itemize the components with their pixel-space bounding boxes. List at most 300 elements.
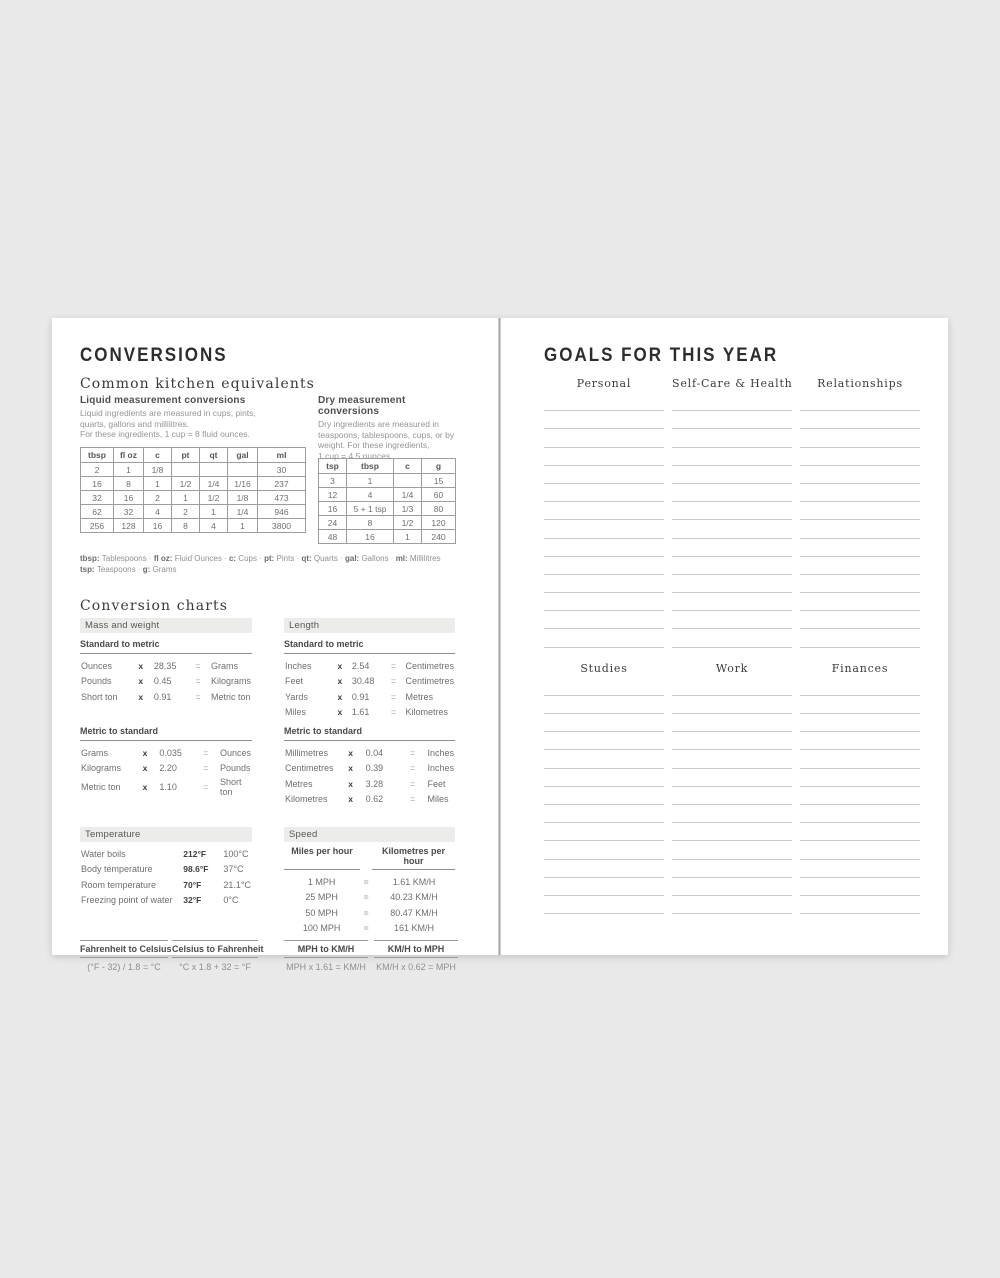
- abbreviation: qt:: [301, 554, 314, 563]
- cell: x: [348, 747, 353, 758]
- cell: 8: [114, 477, 144, 491]
- cell: 37°C: [223, 864, 244, 875]
- cell: 70°F: [183, 879, 202, 890]
- cell: =: [410, 763, 416, 774]
- personal-heading: Personal: [576, 377, 632, 390]
- ruled-line: [544, 502, 664, 520]
- cell: Miles: [427, 794, 449, 805]
- temperature-section-bar: Temperature: [80, 827, 252, 842]
- separator: ·: [337, 554, 345, 563]
- ruled-line: [544, 750, 664, 768]
- ruled-line: [672, 629, 792, 647]
- cell: 50 MPH: [305, 907, 338, 918]
- conversion-row: [80, 674, 252, 690]
- cell: Pounds: [81, 676, 112, 687]
- abbreviation-meaning: Quarts: [313, 554, 338, 563]
- temperature-row: [80, 862, 252, 878]
- cell: =: [203, 763, 209, 774]
- cell: Millimetres: [285, 747, 329, 758]
- ruled-line: [672, 878, 792, 896]
- cell: 2: [144, 491, 172, 505]
- length-section-bar: Length: [284, 618, 455, 633]
- formula-blocks: [80, 940, 498, 972]
- ruled-line: [544, 678, 664, 696]
- ruled-line: [544, 841, 664, 859]
- conversion-row: [80, 761, 252, 777]
- kitchen-equivalents-heading: Common kitchen equivalents: [80, 376, 315, 392]
- abbreviation-meaning: Cups: [238, 554, 257, 563]
- separator: ·: [146, 554, 154, 563]
- cell: x: [142, 747, 148, 758]
- ruled-line: [672, 575, 792, 593]
- cell: 2.54: [351, 660, 370, 671]
- goals-group-1: [544, 377, 920, 648]
- personal-lines: [544, 393, 664, 648]
- cell: 0.035: [159, 747, 182, 758]
- dry-table-row: [319, 530, 456, 544]
- mph2kmh-heading: MPH to KM/H: [284, 941, 368, 958]
- ruled-line: [800, 393, 920, 411]
- conversion-charts-heading: Conversion charts: [80, 598, 229, 614]
- cell: Centimetres: [405, 676, 454, 687]
- separator: ·: [256, 554, 265, 563]
- cell: x: [348, 794, 353, 805]
- length-section: [284, 618, 455, 823]
- cell: Metric ton: [81, 782, 121, 792]
- cell: =: [363, 876, 369, 887]
- ruled-line: [544, 448, 664, 466]
- cell: 3800: [258, 519, 306, 533]
- header-cell: fl oz: [114, 448, 144, 463]
- cell: 100°C: [223, 848, 249, 859]
- abbreviation-meaning: Gallons: [361, 554, 389, 563]
- ruled-line: [672, 593, 792, 611]
- cell: =: [195, 660, 201, 671]
- cell: x: [138, 676, 144, 687]
- abbreviation-meaning: Tablespoons: [101, 554, 147, 563]
- ruled-line: [800, 878, 920, 896]
- cell: =: [410, 794, 416, 805]
- description-line: teaspoons, tablespoons, cups, or by: [318, 429, 455, 440]
- cell: Short ton: [219, 777, 242, 797]
- cell: 1/8: [228, 491, 258, 505]
- cell: Feet: [285, 676, 304, 687]
- cell: x: [348, 778, 353, 789]
- dry-subheading: Dry measurement conversions: [318, 395, 406, 417]
- cell: 8: [172, 519, 200, 533]
- ruled-line: [672, 557, 792, 575]
- ruled-line: [800, 678, 920, 696]
- ruled-line: [544, 629, 664, 647]
- cell: =: [390, 707, 397, 718]
- cell: 98.6°F: [183, 864, 209, 875]
- cell: 32°F: [183, 895, 202, 906]
- cell: Ounces: [81, 660, 113, 671]
- cell: [228, 463, 258, 477]
- ruled-line: [672, 696, 792, 714]
- cell: 161 KM/H: [393, 923, 434, 934]
- separator: ·: [294, 554, 302, 563]
- conversions-title: CONVERSIONS: [80, 344, 228, 366]
- work-heading: Work: [715, 661, 749, 675]
- header-cell: c: [394, 459, 422, 474]
- conversion-row: [284, 689, 455, 705]
- f2c-formula: (°F - 32) / 1.8 = °C: [87, 962, 161, 972]
- cell: 3: [319, 474, 347, 488]
- cell: 0°C: [223, 895, 239, 906]
- cell: Grams: [81, 747, 108, 758]
- mass-standard-rows: [80, 654, 252, 720]
- cell: x: [348, 763, 353, 774]
- cell: x: [337, 676, 343, 687]
- ruled-line: [672, 896, 792, 914]
- header-cell: tbsp: [347, 459, 394, 474]
- cell: x: [337, 660, 343, 671]
- dry-table-row: [319, 474, 456, 488]
- liquid-table-row: [81, 463, 306, 477]
- dry-table-row: [319, 516, 456, 530]
- kitchen-columns: [80, 395, 498, 544]
- cell: x: [138, 660, 144, 671]
- cell: 80.47 KM/H: [390, 907, 438, 918]
- cell: 0.91: [153, 691, 172, 702]
- cell: 16: [114, 491, 144, 505]
- ruled-line: [544, 539, 664, 557]
- description-line: Liquid ingredients are measured in cups, pints,: [80, 408, 256, 418]
- cell: x: [337, 707, 343, 718]
- ruled-line: [800, 629, 920, 647]
- cell: 16: [144, 519, 172, 533]
- ruled-line: [544, 393, 664, 411]
- goals-title: GOALS FOR THIS YEAR: [544, 344, 779, 366]
- f2c-heading: Fahrenheit to Celsius: [80, 941, 168, 958]
- cell: 0.45: [153, 676, 172, 687]
- cell: Kilometres: [405, 707, 448, 718]
- cell: x: [337, 691, 343, 702]
- conversion-row: [80, 745, 252, 761]
- cell: 3.28: [365, 778, 384, 789]
- ruled-line: [800, 611, 920, 629]
- liquid-description: [80, 408, 305, 447]
- mass-and-weight-section: [80, 618, 252, 823]
- cell: 473: [258, 491, 306, 505]
- cell: 60: [422, 488, 456, 502]
- cell: [200, 463, 228, 477]
- cell: 30.48: [351, 676, 375, 687]
- ruled-line: [800, 841, 920, 859]
- ruled-line: [672, 714, 792, 732]
- ruled-line: [544, 429, 664, 447]
- ruled-line: [672, 805, 792, 823]
- cell: 1/16: [228, 477, 258, 491]
- mass-metric-to-standard-label: Metric to standard: [80, 720, 252, 741]
- cell: 212°F: [183, 848, 207, 859]
- cell: 1/2: [200, 491, 228, 505]
- cell: 1/4: [394, 488, 422, 502]
- cell: 1/4: [200, 477, 228, 491]
- conversion-row: [284, 792, 455, 808]
- cell: Feet: [427, 778, 446, 789]
- kmh2mph-heading: KM/H to MPH: [374, 941, 458, 958]
- ruled-line: [672, 539, 792, 557]
- cell: [394, 474, 422, 488]
- cell: Metres: [405, 691, 433, 702]
- ruled-line: [672, 466, 792, 484]
- kmh-to-mph-block: [374, 940, 458, 972]
- speed-section-bar: Speed: [284, 827, 455, 842]
- cell: 0.62: [365, 794, 384, 805]
- abbreviation-meaning: Teaspoons: [96, 565, 136, 574]
- header-cell: tbsp: [81, 448, 114, 463]
- cell: =: [390, 691, 397, 702]
- liquid-measurement-table: [80, 447, 306, 533]
- cell: =: [363, 907, 369, 918]
- cell: 1: [228, 519, 258, 533]
- personal-goal-column: [544, 377, 664, 648]
- liquid-table-row: [81, 519, 306, 533]
- conversion-row: [284, 705, 455, 721]
- work-lines: [672, 678, 792, 914]
- separator: ·: [135, 565, 143, 574]
- cell: 2: [172, 505, 200, 519]
- header-cell: ml: [258, 448, 306, 463]
- ruled-line: [800, 557, 920, 575]
- self-care-lines: [672, 393, 792, 648]
- cell: 32: [81, 491, 114, 505]
- ruled-line: [800, 732, 920, 750]
- work-goal-column: [672, 662, 792, 914]
- cell: 25 MPH: [305, 892, 338, 903]
- cell: 5 + 1 tsp: [347, 502, 394, 516]
- finances-lines: [800, 678, 920, 914]
- ruled-line: [544, 769, 664, 787]
- ruled-line: [544, 520, 664, 538]
- cell: 0.39: [365, 763, 384, 774]
- cell: 16: [81, 477, 114, 491]
- ruled-line: [800, 860, 920, 878]
- mph-column-header: Miles per hour: [284, 844, 360, 870]
- finances-heading: Finances: [831, 661, 889, 675]
- cell: 28.35: [153, 660, 177, 671]
- description-line: 1 cup = 4.5 ounces.: [318, 450, 393, 461]
- header-cell: c: [144, 448, 172, 463]
- cell: 1.10: [159, 782, 177, 792]
- conversion-row: [80, 658, 252, 674]
- cell: Room temperature: [81, 879, 157, 890]
- goals-group-2: [544, 662, 920, 914]
- studies-goal-column: [544, 662, 664, 914]
- footnote-line-2: [80, 564, 498, 575]
- length-metric-to-standard-label: Metric to standard: [284, 720, 455, 741]
- ruled-line: [800, 539, 920, 557]
- cell: 1: [200, 505, 228, 519]
- conversion-row: [284, 658, 455, 674]
- ruled-line: [544, 411, 664, 429]
- liquid-subheading: Liquid measurement conversions: [80, 395, 246, 406]
- cell: [172, 463, 200, 477]
- cell: 1.61 KM/H: [392, 876, 436, 887]
- cell: 120: [422, 516, 456, 530]
- description-line: Dry ingredients are measured in: [318, 419, 439, 429]
- cell: Grams: [210, 660, 238, 671]
- ruled-line: [800, 429, 920, 447]
- cell: =: [363, 923, 369, 934]
- cell: 4: [347, 488, 394, 502]
- dry-table-row: [319, 488, 456, 502]
- ruled-line: [672, 520, 792, 538]
- cell: Inches: [285, 660, 312, 671]
- cell: 40.23 KM/H: [390, 892, 438, 903]
- abbreviation: gal:: [345, 554, 362, 563]
- ruled-line: [672, 823, 792, 841]
- liquid-table-row: [81, 477, 306, 491]
- dry-column: [318, 395, 455, 544]
- ruled-line: [800, 411, 920, 429]
- ruled-line: [672, 448, 792, 466]
- ruled-line: [672, 732, 792, 750]
- abbreviation: tsp:: [80, 565, 97, 574]
- conversion-row: [284, 674, 455, 690]
- length-standard-rows: [284, 654, 455, 720]
- mph-to-kmh-block: [284, 940, 368, 972]
- ruled-line: [544, 575, 664, 593]
- description-line: quarts, gallons and millilitres.: [80, 418, 190, 429]
- cell: 2: [81, 463, 114, 477]
- conversion-row: [284, 745, 455, 761]
- cell: =: [203, 782, 209, 792]
- cell: 48: [319, 530, 347, 544]
- cell: 4: [200, 519, 228, 533]
- cell: 1: [394, 530, 422, 544]
- cell: =: [410, 747, 416, 758]
- speed-row: [284, 890, 455, 906]
- abbreviation-footnotes: [80, 553, 498, 575]
- cell: Metric ton: [210, 691, 251, 702]
- liquid-table-row: [81, 505, 306, 519]
- conversion-row: [80, 689, 252, 705]
- cell: x: [142, 782, 148, 792]
- ruled-line: [672, 769, 792, 787]
- cell: Body temperature: [81, 864, 153, 875]
- ruled-line: [544, 823, 664, 841]
- ruled-line: [672, 411, 792, 429]
- dry-table-row: [319, 502, 456, 516]
- temperature-row: [80, 846, 252, 862]
- ruled-line: [544, 714, 664, 732]
- ruled-line: [672, 393, 792, 411]
- cell: =: [195, 676, 201, 687]
- cell: Pounds: [219, 763, 251, 774]
- temperature-rows: [80, 842, 252, 910]
- length-metric-rows: [284, 741, 455, 823]
- mass-section-bar: Mass and weight: [80, 618, 252, 633]
- ruled-line: [672, 678, 792, 696]
- charts-row-1: [80, 618, 498, 823]
- description-line: For these ingredients, 1 cup = 8 fluid ounces.: [80, 429, 250, 439]
- ruled-line: [800, 466, 920, 484]
- ruled-line: [800, 823, 920, 841]
- abbreviation-meaning: Pints: [276, 554, 295, 563]
- cell: Inches: [427, 747, 454, 758]
- separator: ·: [221, 554, 229, 563]
- mph2kmh-formula: MPH x 1.61 = KM/H: [286, 962, 366, 972]
- cell: 240: [422, 530, 456, 544]
- ruled-line: [800, 448, 920, 466]
- abbreviation: tbsp:: [80, 554, 102, 563]
- ruled-line: [544, 805, 664, 823]
- abbreviation: ml:: [395, 554, 410, 563]
- ruled-line: [800, 805, 920, 823]
- ruled-line: [544, 557, 664, 575]
- cell: 1/8: [144, 463, 172, 477]
- cell: 100 MPH: [302, 923, 341, 934]
- cell: 1/2: [172, 477, 200, 491]
- cell: 2.20: [159, 763, 177, 774]
- abbreviation: fl oz:: [153, 554, 175, 563]
- footnote-line-1: [80, 553, 498, 564]
- ruled-line: [800, 787, 920, 805]
- cell: 32: [114, 505, 144, 519]
- cell: 0.91: [351, 691, 370, 702]
- cell: Freezing point of water: [81, 895, 173, 906]
- dry-description: [318, 419, 455, 461]
- speed-row: [284, 905, 455, 921]
- speed-row: [284, 921, 455, 937]
- conversion-row: [80, 776, 252, 798]
- cell: 1: [114, 463, 144, 477]
- planner-spread: [52, 318, 948, 972]
- ruled-line: [544, 484, 664, 502]
- relationships-lines: [800, 393, 920, 648]
- abbreviation-meaning: Grams: [152, 565, 177, 574]
- cell: 237: [258, 477, 306, 491]
- cell: 62: [81, 505, 114, 519]
- abbreviation: c:: [228, 554, 239, 563]
- cell: 4: [144, 505, 172, 519]
- cell: 24: [319, 516, 347, 530]
- cell: Kilograms: [81, 763, 122, 774]
- header-cell: pt: [172, 448, 200, 463]
- cell: Short ton: [81, 691, 118, 702]
- ruled-line: [544, 787, 664, 805]
- cell: Inches: [427, 763, 454, 774]
- relationships-heading: Relationships: [817, 377, 903, 390]
- ruled-line: [800, 593, 920, 611]
- ruled-line: [544, 896, 664, 914]
- ruled-line: [672, 611, 792, 629]
- cell: 1: [347, 474, 394, 488]
- fahrenheit-to-celsius-block: [80, 940, 172, 972]
- ruled-line: [672, 860, 792, 878]
- cell: 256: [81, 519, 114, 533]
- kmh-column-header: Kilometres per hour: [372, 844, 455, 870]
- conversions-page: [52, 318, 498, 972]
- ruled-line: [800, 575, 920, 593]
- relationships-goal-column: [800, 377, 920, 648]
- temperature-section: [80, 827, 252, 936]
- cell: =: [410, 778, 416, 789]
- cell: Ounces: [219, 747, 251, 758]
- studies-heading: Studies: [580, 661, 628, 675]
- cell: 1/4: [228, 505, 258, 519]
- cell: 30: [258, 463, 306, 477]
- liquid-table-header-row: [81, 448, 306, 463]
- ruled-line: [800, 714, 920, 732]
- cell: 16: [347, 530, 394, 544]
- ruled-line: [800, 750, 920, 768]
- ruled-line: [544, 860, 664, 878]
- cell: =: [390, 676, 397, 687]
